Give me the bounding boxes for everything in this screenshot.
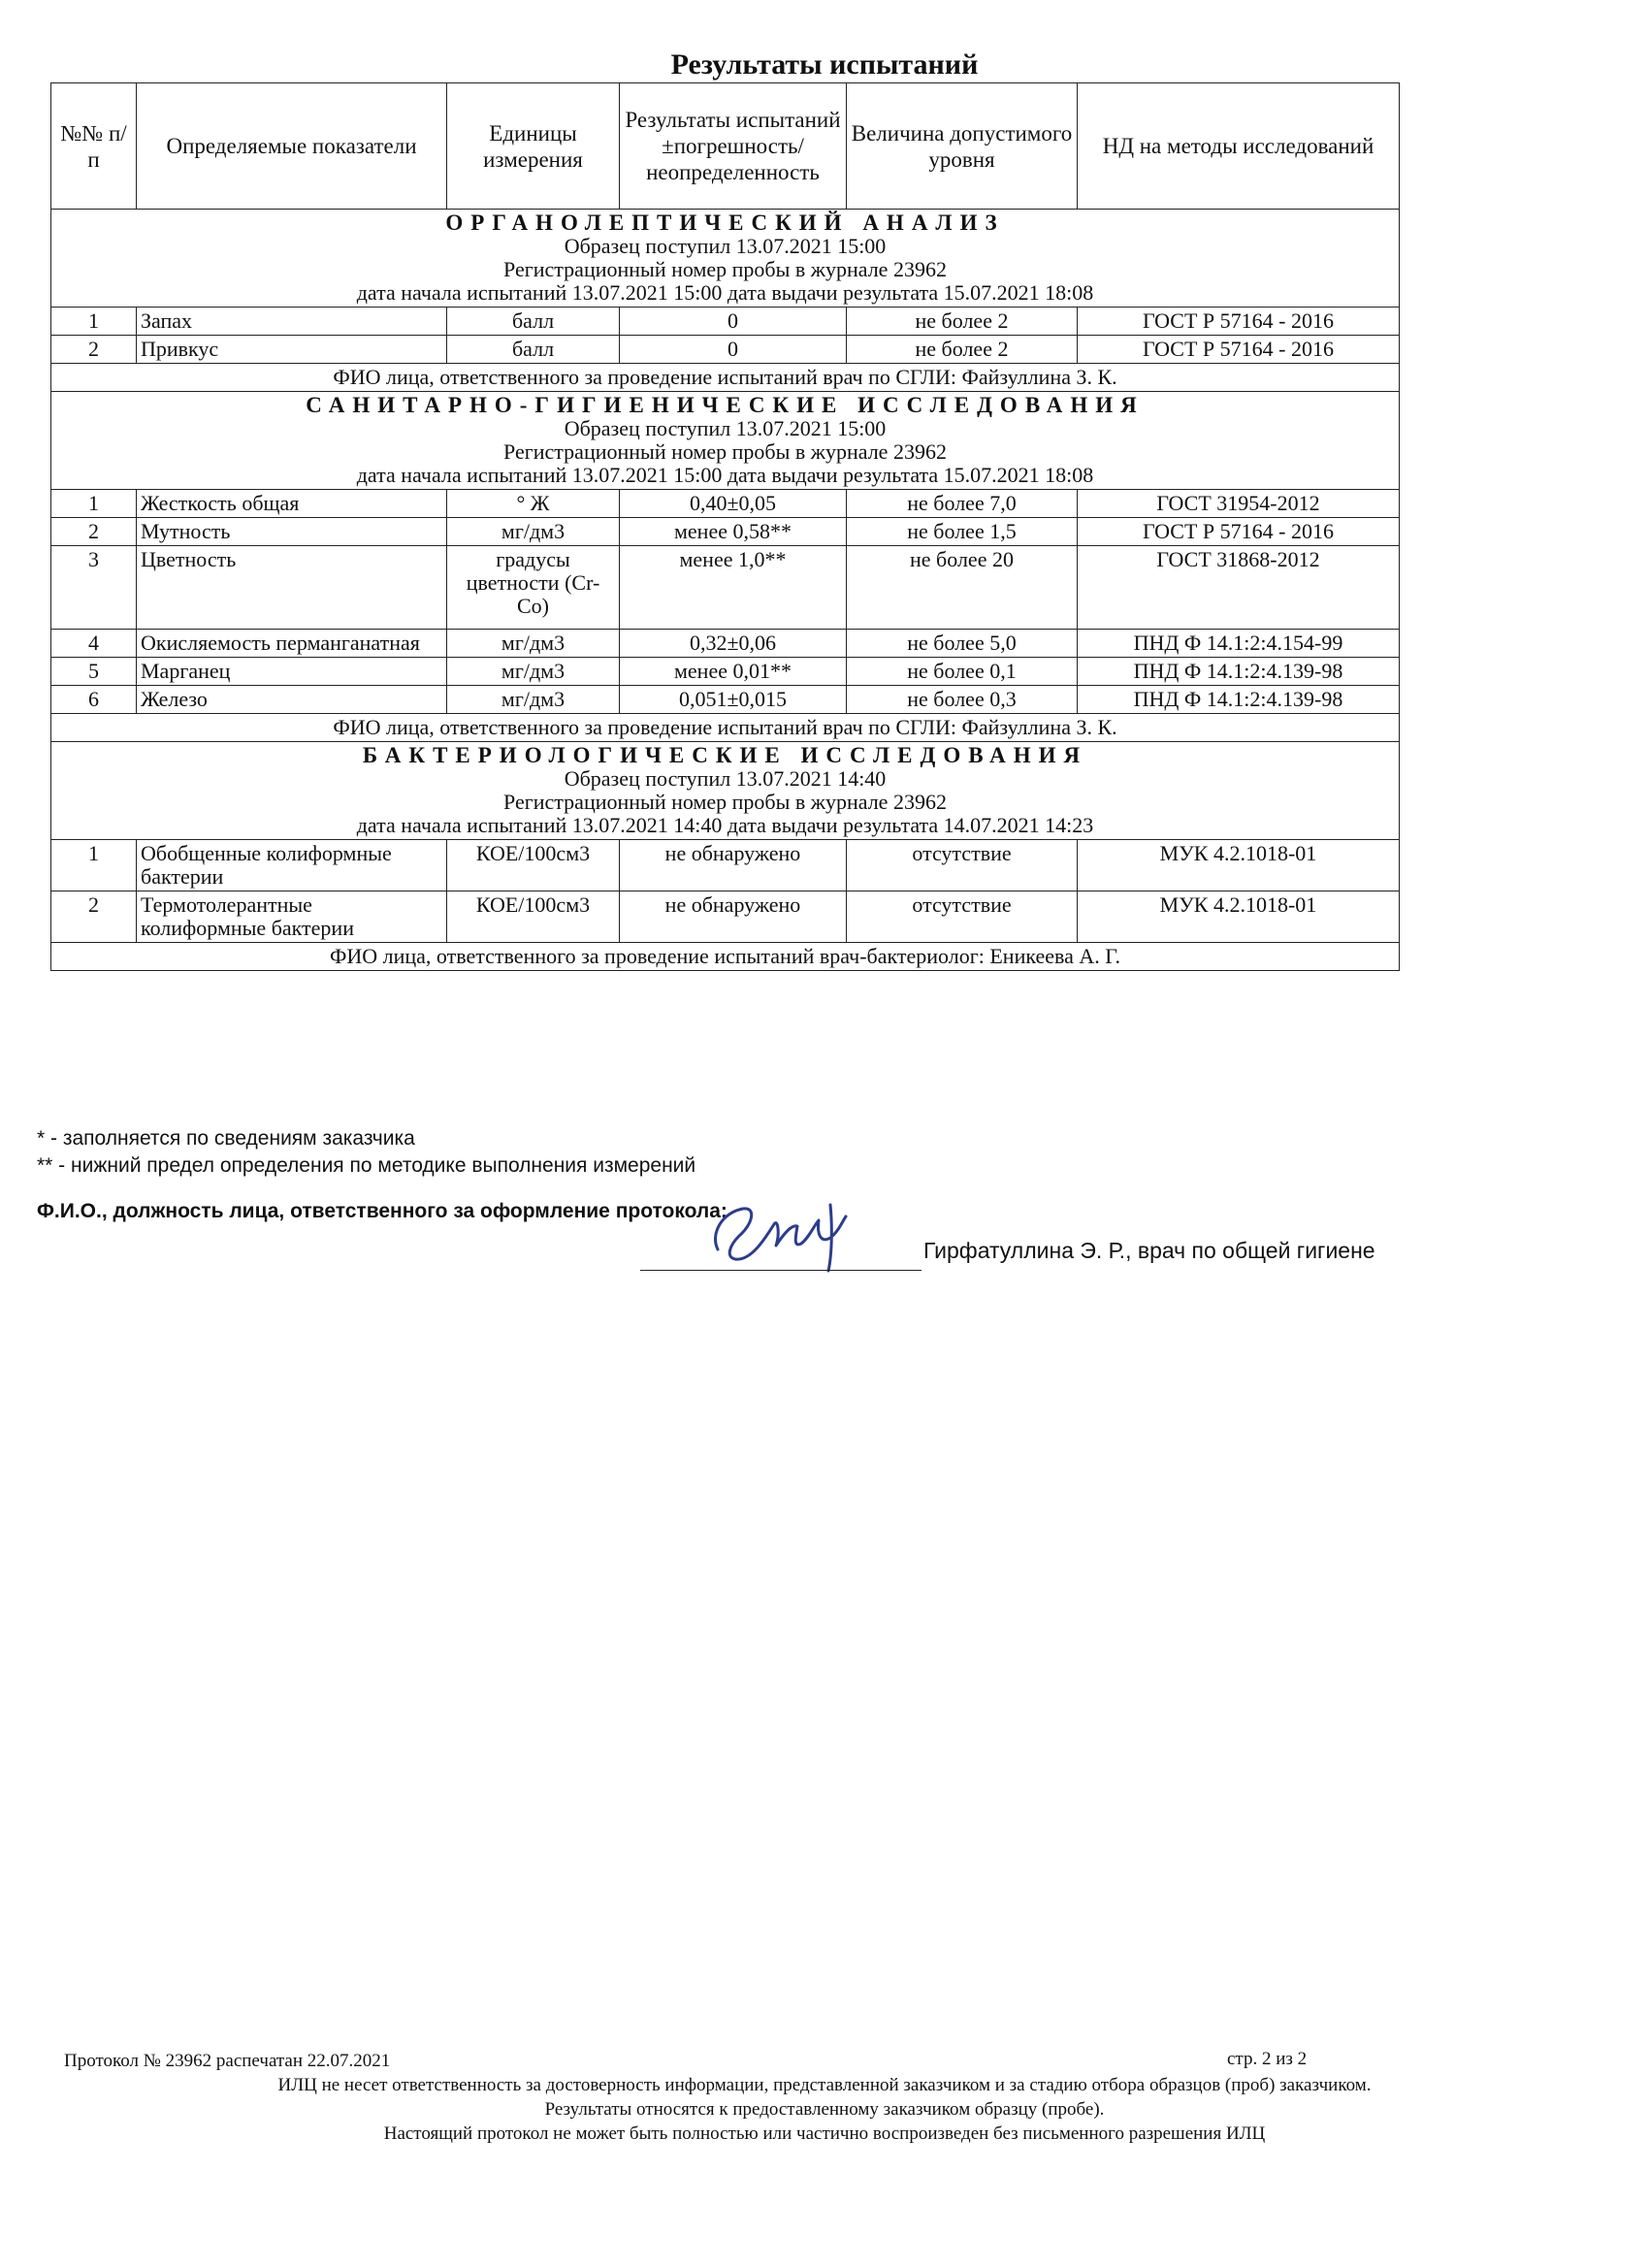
row-method: ГОСТ 31868-2012 [1078, 546, 1400, 630]
row-num: 2 [51, 891, 137, 943]
row-limit: не более 2 [847, 336, 1078, 364]
row-result: не обнаружено [620, 891, 847, 943]
footnotes [37, 1125, 695, 1180]
section-title: БАКТЕРИОЛОГИЧЕСКИЕ ИССЛЕДОВАНИЯ [362, 743, 1088, 767]
row-limit: не более 0,1 [847, 658, 1078, 686]
footnote-asterisk: * - заполняется по сведениям заказчика [37, 1127, 415, 1150]
table-header-row [51, 83, 1400, 210]
responsible-person: ФИО лица, ответственного за проведение испытаний врач по СГЛИ: Файзуллина З. К. [51, 714, 1400, 742]
row-limit: не более 7,0 [847, 490, 1078, 518]
row-limit: отсутствие [847, 840, 1078, 891]
registration-number: Регистрационный номер пробы в журнале 23962 [503, 439, 947, 464]
signer-name: Гирфатуллина Э. Р., врач по общей гигиене [923, 1238, 1375, 1263]
row-method: ПНД Ф 14.1:2:4.139-98 [1078, 686, 1400, 714]
row-num: 2 [51, 336, 137, 364]
row-result: 0,051±0,015 [620, 686, 847, 714]
row-indicator: Жесткость общая [137, 490, 447, 518]
row-units: мг/дм3 [447, 686, 620, 714]
row-limit: не более 2 [847, 308, 1078, 336]
row-result: 0 [620, 308, 847, 336]
page-number: стр. 2 из 2 [1227, 2049, 1308, 2069]
section-header-bacteriological [51, 742, 1400, 840]
row-result: 0,32±0,06 [620, 630, 847, 658]
row-num: 3 [51, 546, 137, 630]
signature-line [640, 1270, 922, 1271]
protocol-responsible-heading: Ф.И.О., должность лица, ответственного за оформление протокола: [37, 1200, 728, 1222]
row-num: 6 [51, 686, 137, 714]
row-indicator: Мутность [137, 518, 447, 546]
row-method: ПНД Ф 14.1:2:4.154-99 [1078, 630, 1400, 658]
registration-number: Регистрационный номер пробы в журнале 23962 [503, 790, 947, 814]
test-dates: дата начала испытаний 13.07.2021 14:40 дата выдачи результата 14.07.2021 14:23 [356, 813, 1094, 837]
disclaimer-line: Настоящий протокол не может быть полностью или частично воспроизведен без письменного разрешения ИЛЦ [383, 2123, 1266, 2144]
row-result: менее 0,01** [620, 658, 847, 686]
row-method: ГОСТ 31954-2012 [1078, 490, 1400, 518]
row-indicator: Железо [137, 686, 447, 714]
row-method: ГОСТ Р 57164 - 2016 [1078, 518, 1400, 546]
responsible-row [51, 364, 1400, 392]
row-indicator: Марганец [137, 658, 447, 686]
table-row [51, 546, 1400, 630]
row-method: ПНД Ф 14.1:2:4.139-98 [1078, 658, 1400, 686]
row-result: менее 0,58** [620, 518, 847, 546]
row-units: балл [447, 308, 620, 336]
section-header-sanitary [51, 392, 1400, 490]
row-indicator: Окисляемость перманганатная [137, 630, 447, 658]
test-dates: дата начала испытаний 13.07.2021 15:00 дата выдачи результата 15.07.2021 18:08 [356, 463, 1094, 487]
row-units: мг/дм3 [447, 658, 620, 686]
row-num: 5 [51, 658, 137, 686]
sample-received: Образец поступил 13.07.2021 14:40 [564, 766, 887, 791]
row-limit: отсутствие [847, 891, 1078, 943]
row-result: не обнаружено [620, 840, 847, 891]
row-method: ГОСТ Р 57164 - 2016 [1078, 336, 1400, 364]
section-header-organoleptic [51, 210, 1400, 308]
header-num: №№ п/п [51, 83, 137, 210]
row-limit: не более 0,3 [847, 686, 1078, 714]
section-title: ОРГАНОЛЕПТИЧЕСКИЙ АНАЛИЗ [445, 211, 1005, 235]
page-title: Результаты испытаний [670, 49, 979, 81]
table-row [51, 630, 1400, 658]
row-units: мг/дм3 [447, 630, 620, 658]
row-limit: не более 1,5 [847, 518, 1078, 546]
row-units: мг/дм3 [447, 518, 620, 546]
row-indicator: Обобщенные колиформные бактерии [137, 840, 447, 891]
results-table [50, 82, 1400, 971]
row-indicator: Привкус [137, 336, 447, 364]
header-result: Результаты испытаний ±погрешность/ неопределенность [620, 83, 847, 210]
row-indicator: Запах [137, 308, 447, 336]
row-units: КОЕ/100см3 [447, 891, 620, 943]
section-title: САНИТАРНО-ГИГИЕНИЧЕСКИЕ ИССЛЕДОВАНИЯ [306, 393, 1145, 417]
row-units: градусы цветности (Cr-Co) [447, 546, 620, 630]
header-units: Единицы измерения [447, 83, 620, 210]
responsible-person: ФИО лица, ответственного за проведение испытаний врач по СГЛИ: Файзуллина З. К. [51, 364, 1400, 392]
row-indicator: Цветность [137, 546, 447, 630]
row-num: 1 [51, 840, 137, 891]
table-row [51, 336, 1400, 364]
table-row [51, 658, 1400, 686]
row-method: ГОСТ Р 57164 - 2016 [1078, 308, 1400, 336]
disclaimer-line: Результаты относятся к предоставленному заказчиком образцу (пробе). [544, 2099, 1105, 2120]
table-row [51, 686, 1400, 714]
signature-icon [696, 1195, 861, 1275]
table-row [51, 840, 1400, 891]
row-num: 4 [51, 630, 137, 658]
table-row [51, 518, 1400, 546]
row-result: менее 1,0** [620, 546, 847, 630]
row-result: 0 [620, 336, 847, 364]
disclaimer-line: ИЛЦ не несет ответственность за достоверность информации, представленной заказчиком и за стадию отбора образцов (проб) заказчиком. [277, 2075, 1372, 2095]
row-limit: не более 5,0 [847, 630, 1078, 658]
row-num: 2 [51, 518, 137, 546]
responsible-row [51, 714, 1400, 742]
row-method: МУК 4.2.1018-01 [1078, 840, 1400, 891]
row-result: 0,40±0,05 [620, 490, 847, 518]
row-limit: не более 20 [847, 546, 1078, 630]
row-units: КОЕ/100см3 [447, 840, 620, 891]
footnote-double-asterisk: ** - нижний предел определения по методике выполнения измерений [37, 1154, 696, 1177]
row-num: 1 [51, 490, 137, 518]
header-indicator: Определяемые показатели [137, 83, 447, 210]
test-dates: дата начала испытаний 13.07.2021 15:00 дата выдачи результата 15.07.2021 18:08 [356, 280, 1094, 305]
protocol-print-info: Протокол № 23962 распечатан 22.07.2021 [64, 2051, 391, 2071]
header-method: НД на методы исследований [1078, 83, 1400, 210]
row-units: ° Ж [447, 490, 620, 518]
responsible-row [51, 943, 1400, 971]
row-indicator: Термотолерантные колиформные бактерии [137, 891, 447, 943]
table-row [51, 891, 1400, 943]
sample-received: Образец поступил 13.07.2021 15:00 [564, 234, 887, 258]
row-units: балл [447, 336, 620, 364]
sample-received: Образец поступил 13.07.2021 15:00 [564, 416, 887, 440]
registration-number: Регистрационный номер пробы в журнале 23962 [503, 257, 947, 281]
table-row [51, 308, 1400, 336]
row-num: 1 [51, 308, 137, 336]
row-method: МУК 4.2.1018-01 [1078, 891, 1400, 943]
header-limit: Величина допустимого уровня [847, 83, 1078, 210]
responsible-person: ФИО лица, ответственного за проведение испытаний врач-бактериолог: Еникеева А. Г. [51, 943, 1400, 971]
table-row [51, 490, 1400, 518]
